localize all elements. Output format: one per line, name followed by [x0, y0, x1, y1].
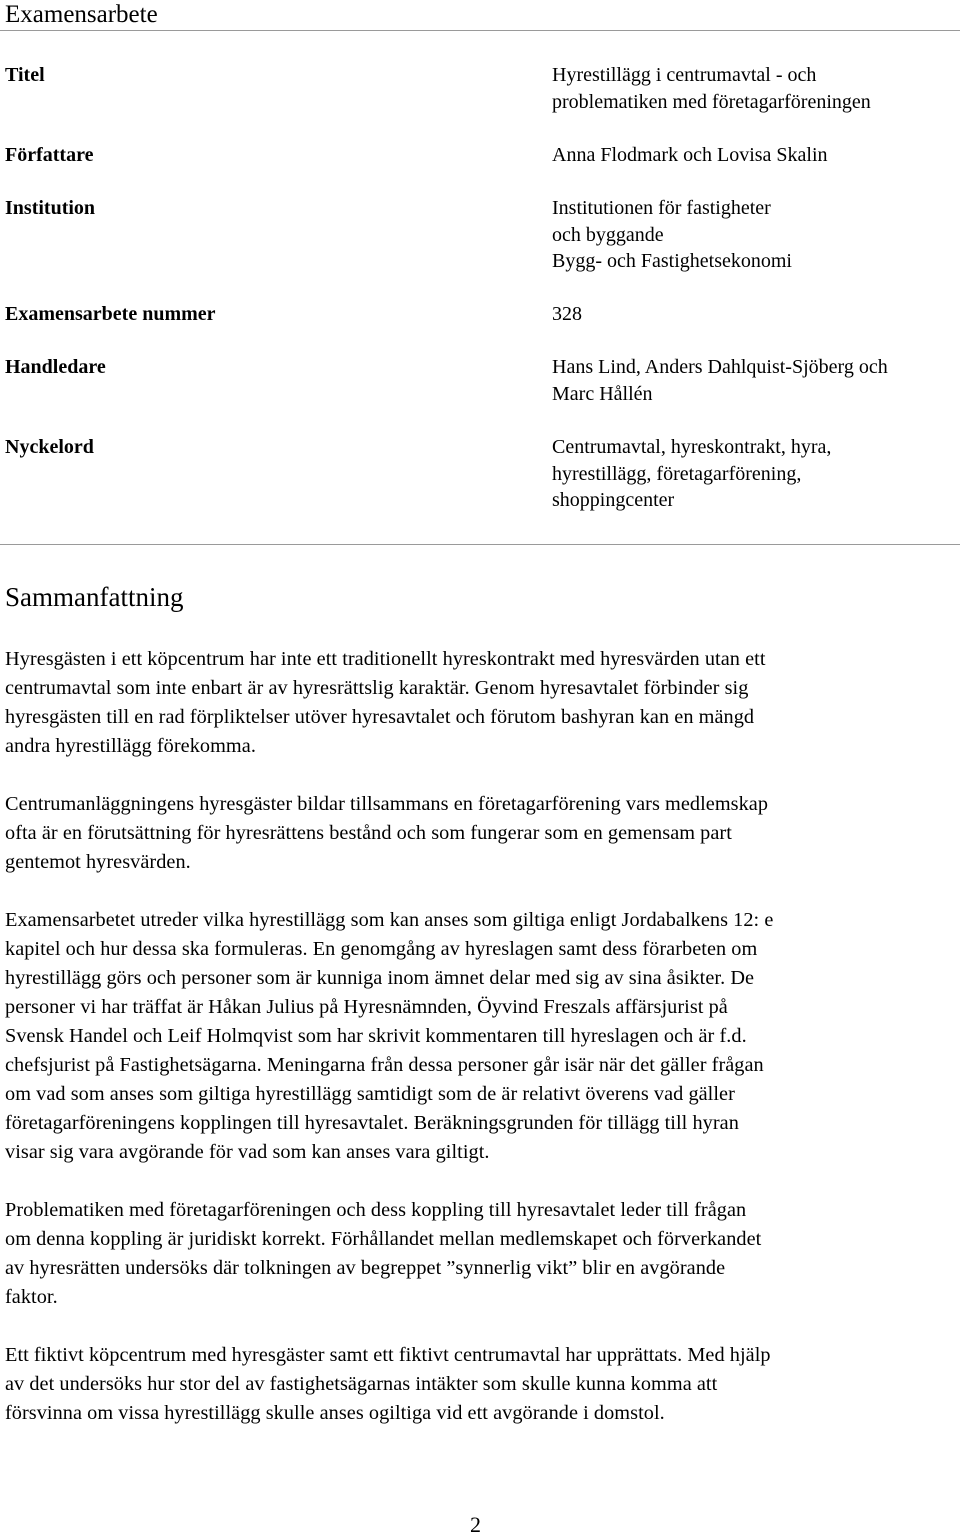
supervisor-value [552, 354, 957, 407]
summary-line: om denna koppling är juridiskt korrekt. Förhållandet mellan medlemskapet och förverkandet [5, 1228, 762, 1250]
summary-line: centrumavtal som inte enbart är av hyresrättslig karaktär. Genom hyresavtalet förbinder sig [5, 677, 749, 699]
institution-label: Institution [5, 197, 96, 219]
institution-value-line: Institutionen för fastigheter [552, 197, 771, 219]
title-value-line: problematiken med företagarföreningen [552, 90, 871, 113]
supervisor-value-line: Marc Hållén [552, 382, 653, 405]
summary-line: gentemot hyresvärden. [5, 851, 191, 873]
summary-body [5, 645, 957, 1457]
summary-line: företagarföreningens kopplingen till hyresavtalet. Beräkningsgrunden för tillägg till hyran [5, 1112, 739, 1134]
summary-line: försvinna om vissa hyrestillägg skulle anses ogiltiga vid ett avgörande i domstol. [5, 1402, 665, 1424]
document-title: Examensarbete [5, 1, 158, 28]
header-divider [0, 30, 960, 31]
keywords-value-line: Centrumavtal, hyreskontrakt, hyra, [552, 436, 832, 458]
summary-paragraph [5, 1341, 957, 1428]
summary-line: andra hyrestillägg förekomma. [5, 735, 256, 757]
summary-line: Hyresgästen i ett köpcentrum har inte ett traditionellt hyreskontrakt med hyresvärden utan ett [5, 648, 766, 670]
summary-line: av det undersöks hur stor del av fastighetsägarnas intäkter som skulle kunna komma att [5, 1373, 718, 1395]
title-value [552, 62, 957, 115]
summary-line: om vad som anses som giltiga hyrestillägg samtidigt som de är relativt överens vad gäller [5, 1083, 735, 1105]
author-value [552, 142, 957, 169]
summary-line: faktor. [5, 1286, 58, 1308]
institution-value-line: Bygg- och Fastighetsekonomi [552, 250, 792, 272]
summary-paragraph [5, 1196, 957, 1312]
summary-line: ofta är en förutsättning för hyresrättens bestånd och som fungerar som en gemensam part [5, 822, 732, 844]
keywords-value-line: shoppingcenter [552, 489, 675, 511]
summary-line: Centrumanläggningens hyresgäster bildar tillsammans en företagarförening vars medlemskap [5, 793, 769, 815]
summary-line: Ett fiktivt köpcentrum med hyresgäster samt ett fiktivt centrumavtal har upprättats. Med hjälp [5, 1344, 771, 1366]
thesis-number-label: Examensarbete nummer [5, 303, 216, 325]
supervisor-label: Handledare [5, 356, 106, 378]
summary-heading: Sammanfattning [5, 582, 184, 612]
section-divider [0, 544, 960, 545]
summary-line: personer vi har träffat är Håkan Julius på Hyresnämnden, Öyvind Freszals affärsjurist på [5, 996, 728, 1018]
thesis-number-value [552, 301, 957, 328]
supervisor-value-line: Hans Lind, Anders Dahlquist-Sjöberg och [552, 356, 888, 378]
summary-line: Examensarbetet utreder vilka hyrestillägg som kan anses som giltiga enligt Jordabalkens 12: e [5, 909, 774, 931]
summary-line: av hyresrätten undersöks där tolkningen av begreppet ”synnerlig vikt” blir en avgörande [5, 1257, 726, 1279]
summary-line: hyrestillägg görs och personer som är kunniga inom ämnet delar med sig av sina åsikter. De [5, 967, 755, 989]
author-label: Författare [5, 144, 94, 166]
keywords-value-line: hyrestillägg, företagarförening, [552, 462, 802, 485]
thesis-number-value-line: 328 [552, 303, 582, 325]
author-value-line: Anna Flodmark och Lovisa Skalin [552, 144, 828, 166]
summary-line: Problematiken med företagarföreningen och dess koppling till hyresavtalet leder till frågan [5, 1199, 747, 1221]
summary-line: hyresgästen till en rad förpliktelser utöver hyresavtalet och förutom bashyran kan en mängd [5, 706, 755, 728]
summary-line: Svensk Handel och Leif Holmqvist som har skrivit kommentaren till hyreslagen och är f.d. [5, 1025, 747, 1047]
summary-paragraph [5, 906, 957, 1167]
keywords-label: Nyckelord [5, 436, 94, 458]
keywords-value [552, 434, 957, 514]
title-value-line: Hyrestillägg i centrumavtal - och [552, 64, 817, 86]
page-number: 2 [470, 1512, 481, 1537]
institution-value [552, 195, 957, 275]
summary-paragraph [5, 645, 957, 761]
summary-paragraph [5, 790, 957, 877]
summary-line: visar sig vara avgörande för vad som kan anses vara giltigt. [5, 1141, 490, 1163]
summary-line: kapitel och hur dessa ska formuleras. En genomgång av hyreslagen samt dess förarbeten om [5, 938, 758, 960]
institution-value-line: och byggande [552, 223, 664, 246]
title-label: Titel [5, 64, 45, 86]
summary-line: chefsjurist på Fastighetsägarna. Meningarna från dessa personer går isär när det gäller frågan [5, 1054, 764, 1076]
